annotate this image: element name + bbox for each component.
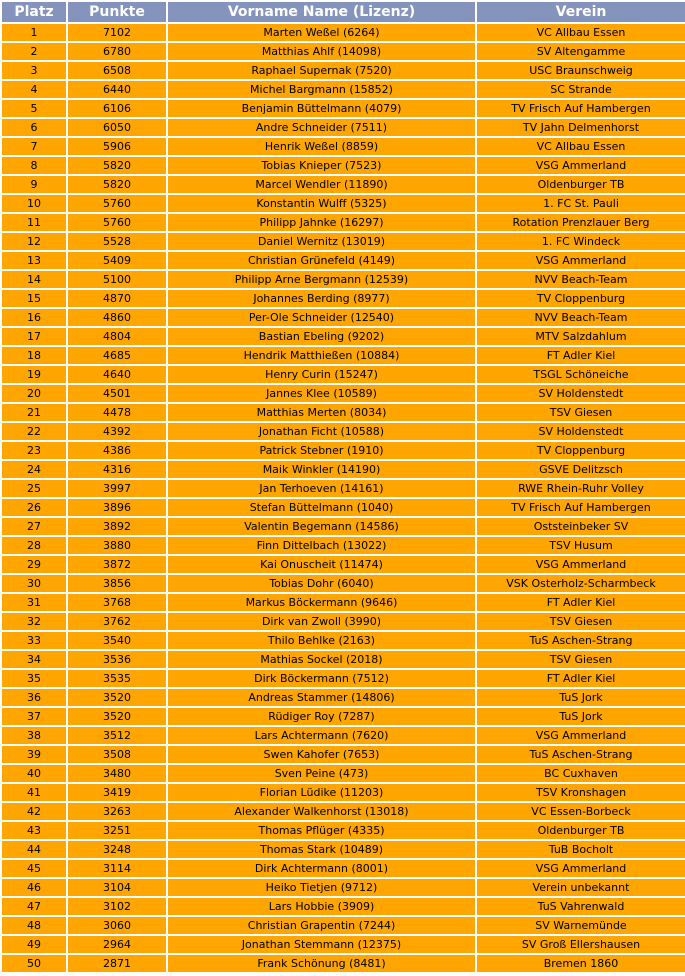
cell-platz: 32 [2, 613, 66, 630]
table-row [2, 404, 685, 421]
cell-name: Henrik Weßel (8859) [168, 138, 475, 155]
table-row [2, 841, 685, 858]
cell-punkte: 4870 [68, 290, 166, 307]
cell-punkte: 3872 [68, 556, 166, 573]
cell-punkte: 4685 [68, 347, 166, 364]
cell-platz: 43 [2, 822, 66, 839]
cell-punkte: 5906 [68, 138, 166, 155]
cell-name: Jonathan Ficht (10588) [168, 423, 475, 440]
cell-platz: 33 [2, 632, 66, 649]
table-row [2, 689, 685, 706]
cell-platz: 26 [2, 499, 66, 516]
table-row [2, 62, 685, 79]
cell-name: Bastian Ebeling (9202) [168, 328, 475, 345]
cell-punkte: 3536 [68, 651, 166, 668]
table-row [2, 195, 685, 212]
table-row [2, 233, 685, 250]
cell-platz: 34 [2, 651, 66, 668]
cell-name: Thilo Behlke (2163) [168, 632, 475, 649]
cell-name: Henry Curin (15247) [168, 366, 475, 383]
cell-name: Jan Terhoeven (14161) [168, 480, 475, 497]
cell-platz: 47 [2, 898, 66, 915]
table-row [2, 822, 685, 839]
cell-punkte: 5760 [68, 195, 166, 212]
table-row [2, 24, 685, 41]
cell-punkte: 3880 [68, 537, 166, 554]
cell-punkte: 3896 [68, 499, 166, 516]
cell-name: Michel Bargmann (15852) [168, 81, 475, 98]
table-row [2, 499, 685, 516]
header-punkte[interactable]: Punkte [68, 2, 166, 22]
cell-punkte: 3251 [68, 822, 166, 839]
table-row [2, 784, 685, 801]
cell-verein: VSG Ammerland [477, 252, 685, 269]
table-row [2, 138, 685, 155]
cell-punkte: 3520 [68, 689, 166, 706]
cell-verein: TSGL Schöneiche [477, 366, 685, 383]
cell-platz: 4 [2, 81, 66, 98]
cell-platz: 18 [2, 347, 66, 364]
cell-verein: VSG Ammerland [477, 157, 685, 174]
cell-platz: 14 [2, 271, 66, 288]
cell-platz: 12 [2, 233, 66, 250]
cell-platz: 37 [2, 708, 66, 725]
table-row [2, 43, 685, 60]
cell-punkte: 2871 [68, 955, 166, 972]
cell-name: Matthias Ahlf (14098) [168, 43, 475, 60]
cell-name: Thomas Stark (10489) [168, 841, 475, 858]
table-row [2, 347, 685, 364]
cell-verein: SV Holdenstedt [477, 385, 685, 402]
cell-platz: 20 [2, 385, 66, 402]
cell-punkte: 3102 [68, 898, 166, 915]
cell-verein: TV Jahn Delmenhorst [477, 119, 685, 136]
cell-name: Christian Grünefeld (4149) [168, 252, 475, 269]
header-name[interactable]: Vorname Name (Lizenz) [168, 2, 475, 22]
cell-platz: 22 [2, 423, 66, 440]
table-row [2, 727, 685, 744]
cell-punkte: 4316 [68, 461, 166, 478]
cell-platz: 40 [2, 765, 66, 782]
table-row [2, 157, 685, 174]
cell-name: Maik Winkler (14190) [168, 461, 475, 478]
table-row [2, 385, 685, 402]
cell-punkte: 2964 [68, 936, 166, 953]
cell-verein: SC Strande [477, 81, 685, 98]
cell-name: Johannes Berding (8977) [168, 290, 475, 307]
cell-platz: 24 [2, 461, 66, 478]
cell-verein: NVV Beach-Team [477, 271, 685, 288]
cell-verein: TV Cloppenburg [477, 442, 685, 459]
table-row [2, 423, 685, 440]
cell-verein: TuS Vahrenwald [477, 898, 685, 915]
table-row [2, 328, 685, 345]
table-row [2, 613, 685, 630]
cell-platz: 46 [2, 879, 66, 896]
cell-punkte: 3540 [68, 632, 166, 649]
cell-platz: 15 [2, 290, 66, 307]
cell-platz: 16 [2, 309, 66, 326]
cell-punkte: 3419 [68, 784, 166, 801]
cell-verein: Oldenburger TB [477, 822, 685, 839]
cell-punkte: 5820 [68, 157, 166, 174]
cell-platz: 3 [2, 62, 66, 79]
cell-platz: 28 [2, 537, 66, 554]
table-row [2, 309, 685, 326]
cell-platz: 31 [2, 594, 66, 611]
cell-name: Dirk Böckermann (7512) [168, 670, 475, 687]
cell-name: Rüdiger Roy (7287) [168, 708, 475, 725]
table-row [2, 955, 685, 972]
cell-verein: TSV Kronshagen [477, 784, 685, 801]
cell-platz: 41 [2, 784, 66, 801]
cell-punkte: 3762 [68, 613, 166, 630]
header-row [2, 2, 685, 22]
cell-punkte: 4501 [68, 385, 166, 402]
cell-name: Valentin Begemann (14586) [168, 518, 475, 535]
cell-platz: 50 [2, 955, 66, 972]
cell-name: Raphael Supernak (7520) [168, 62, 475, 79]
cell-platz: 6 [2, 119, 66, 136]
header-platz[interactable]: Platz [2, 2, 66, 22]
cell-platz: 25 [2, 480, 66, 497]
cell-name: Matthias Merten (8034) [168, 404, 475, 421]
table-row [2, 594, 685, 611]
cell-verein: Rotation Prenzlauer Berg [477, 214, 685, 231]
cell-verein: VSK Osterholz-Scharmbeck [477, 575, 685, 592]
cell-name: Swen Kahofer (7653) [168, 746, 475, 763]
cell-name: Tobias Knieper (7523) [168, 157, 475, 174]
cell-punkte: 7102 [68, 24, 166, 41]
cell-name: Alexander Walkenhorst (13018) [168, 803, 475, 820]
cell-platz: 7 [2, 138, 66, 155]
cell-platz: 38 [2, 727, 66, 744]
cell-verein: Bremen 1860 [477, 955, 685, 972]
cell-name: Daniel Wernitz (13019) [168, 233, 475, 250]
cell-verein: USC Braunschweig [477, 62, 685, 79]
cell-platz: 35 [2, 670, 66, 687]
cell-name: Marcel Wendler (11890) [168, 176, 475, 193]
cell-name: Philipp Jahnke (16297) [168, 214, 475, 231]
cell-verein: 1. FC Windeck [477, 233, 685, 250]
cell-name: Lars Achtermann (7620) [168, 727, 475, 744]
cell-verein: Oststeinbeker SV [477, 518, 685, 535]
cell-platz: 45 [2, 860, 66, 877]
cell-punkte: 6106 [68, 100, 166, 117]
table-row [2, 537, 685, 554]
cell-platz: 42 [2, 803, 66, 820]
cell-platz: 17 [2, 328, 66, 345]
cell-punkte: 4640 [68, 366, 166, 383]
table-row [2, 214, 685, 231]
cell-platz: 10 [2, 195, 66, 212]
cell-name: Christian Grapentin (7244) [168, 917, 475, 934]
table-row [2, 290, 685, 307]
table-row [2, 765, 685, 782]
table-row [2, 480, 685, 497]
cell-verein: TV Frisch Auf Hambergen [477, 100, 685, 117]
cell-punkte: 4804 [68, 328, 166, 345]
cell-verein: SV Warnemünde [477, 917, 685, 934]
cell-name: Konstantin Wulff (5325) [168, 195, 475, 212]
table-row [2, 271, 685, 288]
cell-punkte: 5528 [68, 233, 166, 250]
cell-punkte: 6780 [68, 43, 166, 60]
cell-name: Andreas Stammer (14806) [168, 689, 475, 706]
cell-name: Tobias Dohr (6040) [168, 575, 475, 592]
cell-punkte: 3104 [68, 879, 166, 896]
cell-platz: 48 [2, 917, 66, 934]
table-header [2, 2, 685, 22]
cell-verein: SV Altengamme [477, 43, 685, 60]
cell-verein: VSG Ammerland [477, 556, 685, 573]
table-row [2, 442, 685, 459]
cell-punkte: 3263 [68, 803, 166, 820]
cell-platz: 44 [2, 841, 66, 858]
table-row [2, 461, 685, 478]
table-row [2, 651, 685, 668]
cell-name: Jonathan Stemmann (12375) [168, 936, 475, 953]
table-row [2, 898, 685, 915]
cell-verein: VC Allbau Essen [477, 138, 685, 155]
table-row [2, 917, 685, 934]
cell-name: Finn Dittelbach (13022) [168, 537, 475, 554]
cell-name: Andre Schneider (7511) [168, 119, 475, 136]
cell-platz: 27 [2, 518, 66, 535]
cell-verein: MTV Salzdahlum [477, 328, 685, 345]
cell-name: Heiko Tietjen (9712) [168, 879, 475, 896]
cell-punkte: 3768 [68, 594, 166, 611]
cell-verein: TSV Giesen [477, 404, 685, 421]
cell-platz: 11 [2, 214, 66, 231]
cell-name: Dirk van Zwoll (3990) [168, 613, 475, 630]
table-row [2, 575, 685, 592]
cell-name: Markus Böckermann (9646) [168, 594, 475, 611]
cell-platz: 9 [2, 176, 66, 193]
cell-verein: TuB Bocholt [477, 841, 685, 858]
cell-punkte: 6050 [68, 119, 166, 136]
table-row [2, 556, 685, 573]
cell-name: Sven Peine (473) [168, 765, 475, 782]
cell-verein: TuS Jork [477, 689, 685, 706]
cell-name: Kai Onuscheit (11474) [168, 556, 475, 573]
cell-platz: 39 [2, 746, 66, 763]
table-row [2, 708, 685, 725]
cell-verein: FT Adler Kiel [477, 347, 685, 364]
cell-verein: VC Allbau Essen [477, 24, 685, 41]
cell-platz: 19 [2, 366, 66, 383]
cell-punkte: 3997 [68, 480, 166, 497]
cell-verein: TSV Husum [477, 537, 685, 554]
cell-verein: TuS Jork [477, 708, 685, 725]
table-body [2, 24, 685, 972]
cell-verein: Oldenburger TB [477, 176, 685, 193]
cell-name: Florian Lüdike (11203) [168, 784, 475, 801]
cell-platz: 30 [2, 575, 66, 592]
cell-platz: 8 [2, 157, 66, 174]
cell-verein: SV Holdenstedt [477, 423, 685, 440]
table-row [2, 100, 685, 117]
cell-platz: 13 [2, 252, 66, 269]
cell-platz: 23 [2, 442, 66, 459]
cell-verein: SV Groß Ellershausen [477, 936, 685, 953]
cell-punkte: 4860 [68, 309, 166, 326]
cell-verein: TuS Aschen-Strang [477, 632, 685, 649]
cell-name: Benjamin Büttelmann (4079) [168, 100, 475, 117]
cell-verein: BC Cuxhaven [477, 765, 685, 782]
cell-name: Philipp Arne Bergmann (12539) [168, 271, 475, 288]
cell-punkte: 4386 [68, 442, 166, 459]
cell-name: Jannes Klee (10589) [168, 385, 475, 402]
table-row [2, 632, 685, 649]
cell-punkte: 4392 [68, 423, 166, 440]
table-row [2, 879, 685, 896]
cell-verein: VSG Ammerland [477, 727, 685, 744]
cell-platz: 36 [2, 689, 66, 706]
cell-name: Frank Schönung (8481) [168, 955, 475, 972]
cell-verein: TV Frisch Auf Hambergen [477, 499, 685, 516]
cell-name: Stefan Büttelmann (1040) [168, 499, 475, 516]
cell-punkte: 3535 [68, 670, 166, 687]
header-verein[interactable]: Verein [477, 2, 685, 22]
cell-name: Hendrik Matthießen (10884) [168, 347, 475, 364]
table-row [2, 936, 685, 953]
cell-punkte: 3856 [68, 575, 166, 592]
table-row [2, 746, 685, 763]
cell-punkte: 3060 [68, 917, 166, 934]
cell-punkte: 3508 [68, 746, 166, 763]
cell-name: Patrick Stebner (1910) [168, 442, 475, 459]
cell-punkte: 6440 [68, 81, 166, 98]
table-row [2, 252, 685, 269]
cell-punkte: 5100 [68, 271, 166, 288]
cell-verein: TSV Giesen [477, 613, 685, 630]
cell-verein: FT Adler Kiel [477, 594, 685, 611]
table-row [2, 176, 685, 193]
cell-name: Mathias Sockel (2018) [168, 651, 475, 668]
cell-verein: GSVE Delitzsch [477, 461, 685, 478]
table-row [2, 366, 685, 383]
table-row [2, 119, 685, 136]
table-row [2, 81, 685, 98]
cell-platz: 2 [2, 43, 66, 60]
cell-verein: TSV Giesen [477, 651, 685, 668]
cell-name: Marten Weßel (6264) [168, 24, 475, 41]
cell-verein: VSG Ammerland [477, 860, 685, 877]
cell-punkte: 3248 [68, 841, 166, 858]
cell-punkte: 5760 [68, 214, 166, 231]
table-row [2, 518, 685, 535]
cell-name: Per-Ole Schneider (12540) [168, 309, 475, 326]
cell-punkte: 4478 [68, 404, 166, 421]
table-row [2, 860, 685, 877]
cell-punkte: 3512 [68, 727, 166, 744]
cell-verein: TV Cloppenburg [477, 290, 685, 307]
cell-platz: 21 [2, 404, 66, 421]
table-row [2, 670, 685, 687]
cell-platz: 1 [2, 24, 66, 41]
cell-verein: Verein unbekannt [477, 879, 685, 896]
cell-punkte: 3520 [68, 708, 166, 725]
cell-punkte: 3114 [68, 860, 166, 877]
cell-name: Lars Hobbie (3909) [168, 898, 475, 915]
cell-platz: 29 [2, 556, 66, 573]
cell-name: Thomas Pflüger (4335) [168, 822, 475, 839]
cell-platz: 49 [2, 936, 66, 953]
cell-punkte: 6508 [68, 62, 166, 79]
cell-punkte: 3892 [68, 518, 166, 535]
cell-punkte: 5820 [68, 176, 166, 193]
cell-verein: TuS Aschen-Strang [477, 746, 685, 763]
cell-punkte: 3480 [68, 765, 166, 782]
cell-verein: 1. FC St. Pauli [477, 195, 685, 212]
cell-name: Dirk Achtermann (8001) [168, 860, 475, 877]
cell-verein: RWE Rhein-Ruhr Volley [477, 480, 685, 497]
cell-verein: VC Essen-Borbeck [477, 803, 685, 820]
cell-verein: FT Adler Kiel [477, 670, 685, 687]
cell-platz: 5 [2, 100, 66, 117]
table-row [2, 803, 685, 820]
cell-punkte: 5409 [68, 252, 166, 269]
cell-verein: NVV Beach-Team [477, 309, 685, 326]
